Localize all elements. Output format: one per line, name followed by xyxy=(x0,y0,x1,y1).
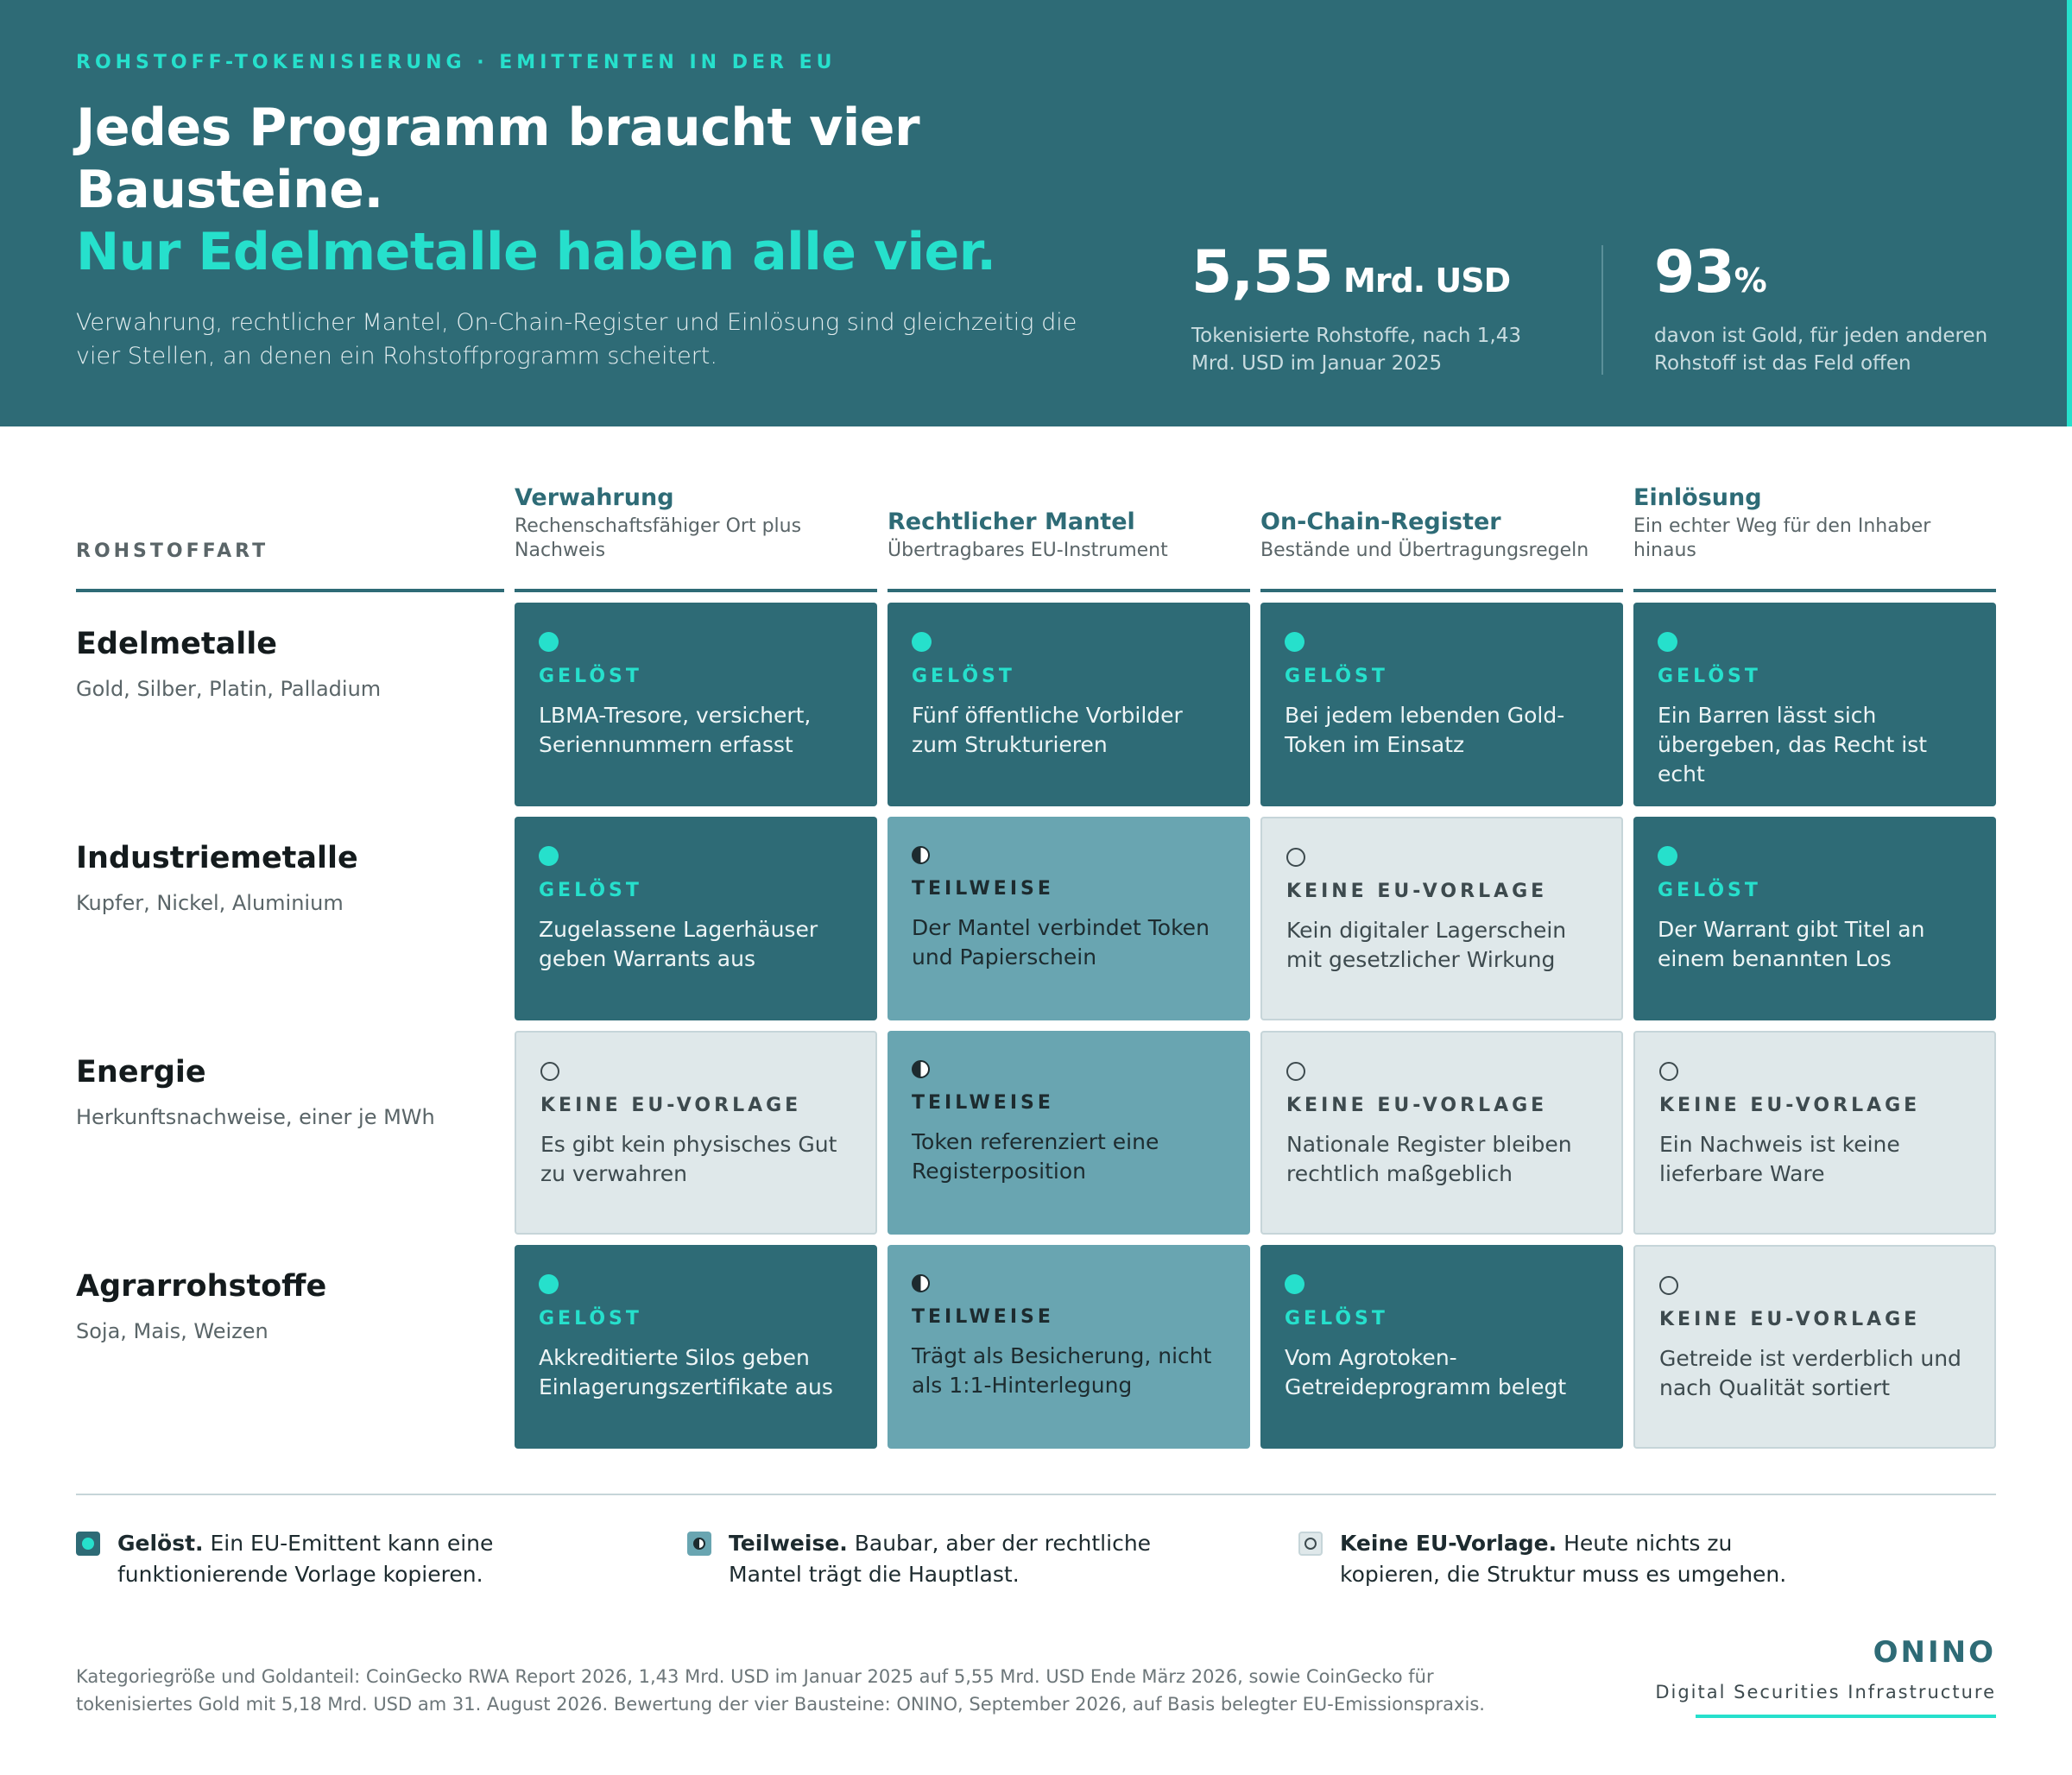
header-rule xyxy=(1633,589,1996,592)
cell-status: GELÖST xyxy=(1285,1308,1388,1330)
cell-status: KEINE EU-VORLAGE xyxy=(540,1095,802,1116)
cell-text: Fünf öffentliche Vorbilder zum Strukturieren xyxy=(912,703,1183,757)
column-header-verwahrung: Verwahrung Rechenschaftsfähiger Ort plus Nachweis xyxy=(515,484,802,561)
status-half-dot-icon xyxy=(912,846,930,864)
row-subtitle: Soja, Mais, Weizen xyxy=(76,1319,268,1343)
cell-status: KEINE EU-VORLAGE xyxy=(1659,1095,1921,1116)
row-header-label: ROHSTOFFART xyxy=(76,540,269,562)
cell-status: KEINE EU-VORLAGE xyxy=(1286,881,1548,902)
legend-divider xyxy=(76,1494,1996,1495)
cell-text: Vom Agrotoken-Getreideprogramm belegt xyxy=(1285,1345,1567,1399)
matrix-cell-solved xyxy=(1633,817,1996,1020)
cell-text: Akkreditierte Silos geben Einlagerungszertifikate aus xyxy=(539,1345,833,1399)
matrix-cell-solved xyxy=(515,817,877,1020)
stat-divider xyxy=(1601,245,1603,375)
row-subtitle: Gold, Silber, Platin, Palladium xyxy=(76,677,382,701)
stat-gold-share xyxy=(1654,238,2017,377)
headline-line-1: Jedes Programm braucht vier Bausteine. xyxy=(76,98,920,220)
legend-item-partial: Teilweise. Baubar, aber der rechtliche Mantel trägt die Hauptlast. xyxy=(687,1528,1205,1590)
brand-logo: ONINO xyxy=(1873,1635,1996,1670)
legend-swatch-none-icon xyxy=(1298,1532,1323,1556)
cell-text: Nationale Register bleiben rechtlich maßgeblich xyxy=(1286,1132,1572,1186)
header-banner xyxy=(0,0,2072,426)
brand-underline xyxy=(1696,1715,1996,1718)
stat-label: Tokenisierte Rohstoffe, nach 1,43 Mrd. USD im Januar 2025 xyxy=(1191,325,1521,375)
eyebrow: ROHSTOFF-TOKENISIERUNG · EMITTENTEN IN DER EU xyxy=(76,52,837,73)
cell-text: LBMA-Tresore, versichert, Seriennummern erfasst xyxy=(539,703,812,757)
brand-tagline: Digital Securities Infrastructure xyxy=(1655,1682,1996,1702)
status-empty-dot-icon xyxy=(1659,1276,1678,1295)
stat-tokenized-volume xyxy=(1191,238,1571,377)
header-rule xyxy=(888,589,1250,592)
cell-text: Zugelassene Lagerhäuser geben Warrants aus xyxy=(539,917,818,971)
matrix-cell-solved xyxy=(1633,603,1996,806)
column-header-rechtlicher-mantel: Rechtlicher Mantel Übertragbares EU-Instrument xyxy=(888,508,1168,561)
status-full-dot-icon xyxy=(539,632,559,652)
status-half-dot-icon xyxy=(912,1274,930,1292)
column-header-on-chain-register: On-Chain-Register Bestände und Übertragungsregeln xyxy=(1260,508,1589,561)
cell-text: Der Warrant gibt Titel an einem benannten Los xyxy=(1658,917,1925,971)
matrix-cell-solved xyxy=(1260,1245,1623,1449)
cell-status: GELÖST xyxy=(1285,666,1388,687)
cell-text: Ein Nachweis ist keine lieferbare Ware xyxy=(1659,1132,1900,1186)
cell-status: TEILWEISE xyxy=(912,1306,1054,1328)
matrix-cell-no-template xyxy=(1633,1031,1996,1235)
row-title-agrarrohstoffe: Agrarrohstoffe xyxy=(76,1269,327,1304)
matrix-cell-solved xyxy=(888,603,1250,806)
headline xyxy=(76,97,1112,283)
header-rule xyxy=(515,589,877,592)
cell-status: GELÖST xyxy=(539,880,642,901)
matrix-cell-solved xyxy=(515,1245,877,1449)
status-empty-dot-icon xyxy=(1286,848,1305,867)
matrix-cell-partial xyxy=(888,817,1250,1020)
header-rule xyxy=(1260,589,1623,592)
cell-text: Token referenziert eine Registerposition xyxy=(912,1129,1159,1184)
intro-text: Verwahrung, rechtlicher Mantel, On-Chain-Register und Einlösung sind gleichzeitig die vier Stellen, an denen ein Rohstoffprogramm scheitert. xyxy=(76,309,1077,370)
matrix-cell-no-template xyxy=(1260,817,1623,1020)
row-title-energie: Energie xyxy=(76,1055,206,1090)
matrix-cell-partial xyxy=(888,1031,1250,1235)
status-full-dot-icon xyxy=(1285,1274,1304,1294)
status-full-dot-icon xyxy=(1285,632,1304,652)
cell-status: KEINE EU-VORLAGE xyxy=(1286,1095,1548,1116)
header-rule xyxy=(76,589,504,592)
cell-text: Trägt als Besicherung, nicht als 1:1-Hinterlegung xyxy=(912,1343,1212,1398)
cell-text: Kein digitaler Lagerschein mit gesetzlicher Wirkung xyxy=(1286,918,1567,972)
row-title-industriemetalle: Industriemetalle xyxy=(76,841,358,875)
status-full-dot-icon xyxy=(539,846,559,866)
status-full-dot-icon xyxy=(912,632,932,652)
stat-value: 93% xyxy=(1654,238,1766,306)
legend-item-solved: Gelöst. Ein EU-Emittent kann eine funktionierende Vorlage kopieren. xyxy=(76,1528,594,1590)
cell-text: Getreide ist verderblich und nach Qualität sortiert xyxy=(1659,1346,1961,1400)
stat-label: davon ist Gold, für jeden anderen Rohstoff ist das Feld offen xyxy=(1654,325,1988,375)
cell-text: Bei jedem lebenden Gold-Token im Einsatz xyxy=(1285,703,1565,757)
column-header-einloesung: Einlösung Ein echter Weg für den Inhaber hinaus xyxy=(1633,484,1931,561)
row-subtitle: Kupfer, Nickel, Aluminium xyxy=(76,891,344,915)
row-title-edelmetalle: Edelmetalle xyxy=(76,627,277,661)
status-full-dot-icon xyxy=(539,1274,559,1294)
cell-status: GELÖST xyxy=(1658,880,1761,901)
status-empty-dot-icon xyxy=(1659,1062,1678,1081)
accent-bar xyxy=(2067,0,2072,426)
cell-status: TEILWEISE xyxy=(912,878,1054,900)
source-note: Kategoriegröße und Goldanteil: CoinGecko RWA Report 2026, 1,43 Mrd. USD im Januar 2025 auf 5,55 Mrd. USD Ende März 2026, sowie CoinGecko für tokenisiertes Gold mit 5,18 Mrd. USD am 31. August 2026. Bewertung der vier Bausteine: ONINO, September 2026, auf Basis belegter EU-Emissionspraxis. xyxy=(76,1666,1485,1715)
matrix-cell-solved xyxy=(515,603,877,806)
cell-text: Es gibt kein physisches Gut zu verwahren xyxy=(540,1132,837,1186)
cell-status: TEILWEISE xyxy=(912,1092,1054,1114)
legend-swatch-solved-icon xyxy=(76,1532,100,1556)
row-subtitle: Herkunftsnachweise, einer je MWh xyxy=(76,1105,435,1129)
brand-block xyxy=(1655,1635,1996,1718)
headline-line-2: Nur Edelmetalle haben alle vier. xyxy=(76,222,996,282)
cell-status: GELÖST xyxy=(912,666,1015,687)
matrix-cell-solved xyxy=(1260,603,1623,806)
cell-status: GELÖST xyxy=(1658,666,1761,687)
legend-item-none: Keine EU-Vorlage. Heute nichts zu kopieren, die Struktur muss es umgehen. xyxy=(1298,1528,1816,1590)
status-full-dot-icon xyxy=(1658,846,1677,866)
matrix-cell-no-template xyxy=(1633,1245,1996,1449)
cell-text: Der Mantel verbindet Token und Papierschein xyxy=(912,915,1210,970)
matrix-cell-no-template xyxy=(1260,1031,1623,1235)
status-half-dot-icon xyxy=(912,1060,930,1078)
status-full-dot-icon xyxy=(1658,632,1677,652)
stat-value: 5,55 Mrd. USD xyxy=(1191,238,1511,306)
matrix-cell-partial xyxy=(888,1245,1250,1449)
cell-status: KEINE EU-VORLAGE xyxy=(1659,1309,1921,1330)
cell-text: Ein Barren lässt sich übergeben, das Recht ist echt xyxy=(1658,703,1928,786)
cell-status: GELÖST xyxy=(539,1308,642,1330)
legend-swatch-partial-icon xyxy=(687,1532,711,1556)
status-empty-dot-icon xyxy=(1286,1062,1305,1081)
cell-status: GELÖST xyxy=(539,666,642,687)
status-empty-dot-icon xyxy=(540,1062,559,1081)
matrix-cell-no-template xyxy=(515,1031,877,1235)
